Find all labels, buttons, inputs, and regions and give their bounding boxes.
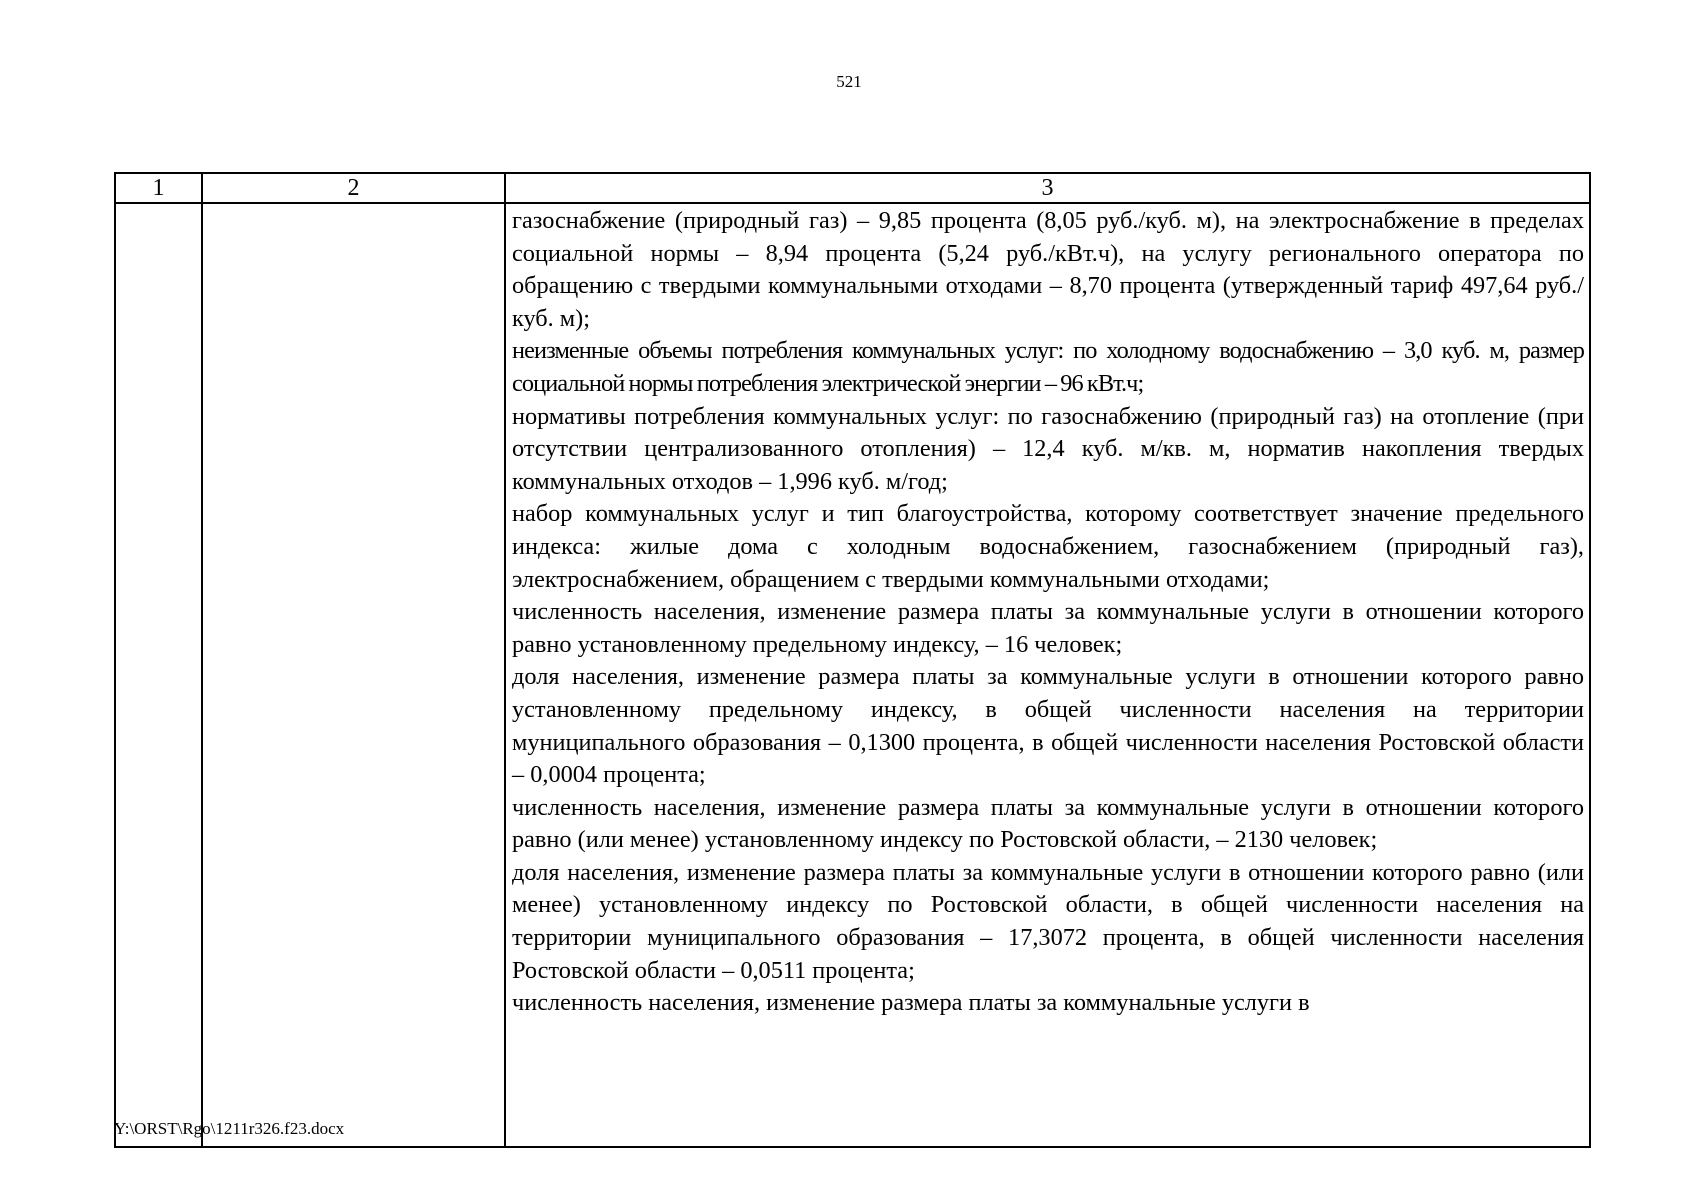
table-row [115,203,1590,1147]
column-header-3: 3 [505,173,1590,203]
cell-column-2 [202,203,505,1147]
paragraph-consumption-norms: нормативы потребления коммунальных услуг: по газоснабжению (природный газ) на отопление (при отсутствии централизованного отопления) – 12,4 куб. м/кв. м, норматив накопления твердых коммунальных отходов – 1,996 куб. м/год; [512,402,1584,495]
cell-text-content [506,204,1589,1020]
paragraph-population-equal-limit: численность населения, изменение размера платы за коммунальные услуги в отношении которого равно установленному предельному индексу, – 16 человек; [512,598,1584,658]
cell-column-3 [505,203,1590,1147]
table-header-row [115,173,1590,203]
paragraph-share-equal-limit: доля населения, изменение размера платы за коммунальные услуги в отношении которого равно установленному предельному индексу, в общей численности населения на территории муниципального образования – 0,1300 процента, в общей численности населения Ростовской области – 0,0004 процента; [512,663,1584,789]
paragraph-share-below-index: доля населения, изменение размера платы за коммунальные услуги в отношении которого равно (или менее) установленному индексу по Ростовской области, в общей численности населения на территории муниципального образования – 17,3072 процента, в общей численности населения Ростовской области – 0,0511 процента; [512,858,1584,984]
paragraph-gas-electricity-tariffs: газоснабжение (природный газ) – 9,85 процента (8,05 руб./куб. м), на электроснабжение в пределах социальной нормы – 8,94 процента (5,24 руб./кВт.ч), на услугу регионального оператора по обращению с твердыми коммунальными отходами – 8,70 процента (утвержденный тариф 497,64 руб./куб. м); [512,207,1584,332]
page-number: 521 [836,72,862,91]
paragraph-population-below-index: численность населения, изменение размера платы за коммунальные услуги в отношении которого равно (или менее) установленному индексу по Ростовской области, – 2130 человек; [512,793,1584,854]
paragraph-population-continued: численность населения, изменение размера платы за коммунальные услуги в [512,989,1310,1017]
footer-file-path: Y:\ORST\Rgo\1211r326.f23.docx [114,1119,345,1138]
column-header-2: 2 [202,173,505,203]
paragraph-utility-set: набор коммунальных услуг и тип благоустройства, которому соответствует значение предельного индекса: жилые дома с холодным водоснабжением, газоснабжением (природный газ), электроснабжением, обращением с твердыми коммунальными отходами; [512,500,1584,593]
document-table [114,172,1591,1148]
column-header-1: 1 [115,173,202,203]
paragraph-consumption-volumes: неизменные объемы потребления коммунальных услуг: по холодному водоснабжению – 3,0 куб. м, размер социальной нормы потребления электрической энергии – 96 кВт.ч; [512,337,1584,397]
cell-column-1 [115,203,202,1147]
